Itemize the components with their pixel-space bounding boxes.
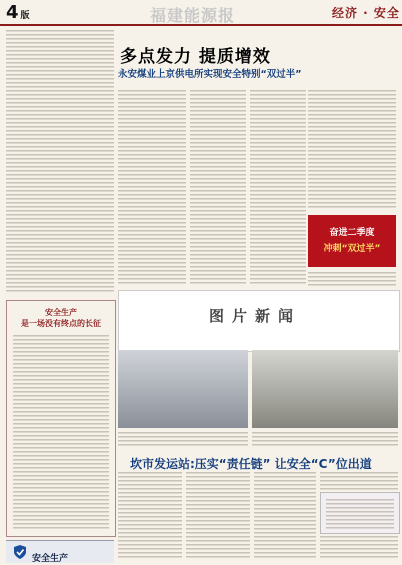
bottom-story-column-1 — [118, 472, 182, 560]
feature-box-line-1: 奋进二季度 — [329, 228, 375, 238]
top-story-column-4 — [250, 90, 306, 285]
bottom-story-column-4 — [320, 472, 398, 490]
sidebar-title: 安全生产 是一场没有终点的长征 — [21, 308, 101, 328]
top-story-headline: 多点发力 提质增效 — [120, 47, 271, 67]
masthead — [0, 0, 402, 26]
feature-box — [308, 215, 396, 267]
bottom-story-column-3 — [254, 472, 316, 560]
top-story-column-2 — [118, 90, 186, 285]
top-story-column-5 — [308, 90, 396, 210]
feature-box-line-2: 冲刺“双过半” — [323, 244, 381, 254]
safety-logo-box — [6, 540, 114, 563]
news-photo-left — [118, 350, 248, 428]
top-story-column-5b — [308, 272, 396, 286]
bottom-story-sidebox — [320, 492, 400, 534]
photo-news-band — [118, 290, 400, 352]
bottom-story-column-2 — [186, 472, 250, 560]
safety-shield-icon — [12, 544, 28, 560]
bottom-story-headline: 坎市发运站:压实“责任链” 让安全“C”位出道 — [130, 457, 372, 471]
page-number: 4 版 — [6, 2, 30, 23]
top-story-subheadline: 永安煤业上京供电所实现安全特别“双过半” — [118, 69, 302, 80]
logo-text: 安全生产 — [32, 554, 69, 564]
news-photo-right — [252, 350, 398, 428]
section-label: 经济 · 安全 — [332, 6, 400, 20]
photo-caption-left — [118, 432, 248, 448]
sidebar-body — [13, 335, 109, 530]
top-story-column-3 — [190, 90, 246, 285]
top-story-column-1 — [6, 30, 114, 292]
photo-caption-right — [252, 432, 398, 448]
sidebar-commentary — [6, 300, 116, 537]
paper-name: 福建能源报 — [150, 6, 236, 25]
bottom-story-column-4b — [320, 536, 398, 560]
sidebox-body — [326, 499, 394, 529]
photo-news-label: 图片新闻 — [209, 307, 302, 325]
